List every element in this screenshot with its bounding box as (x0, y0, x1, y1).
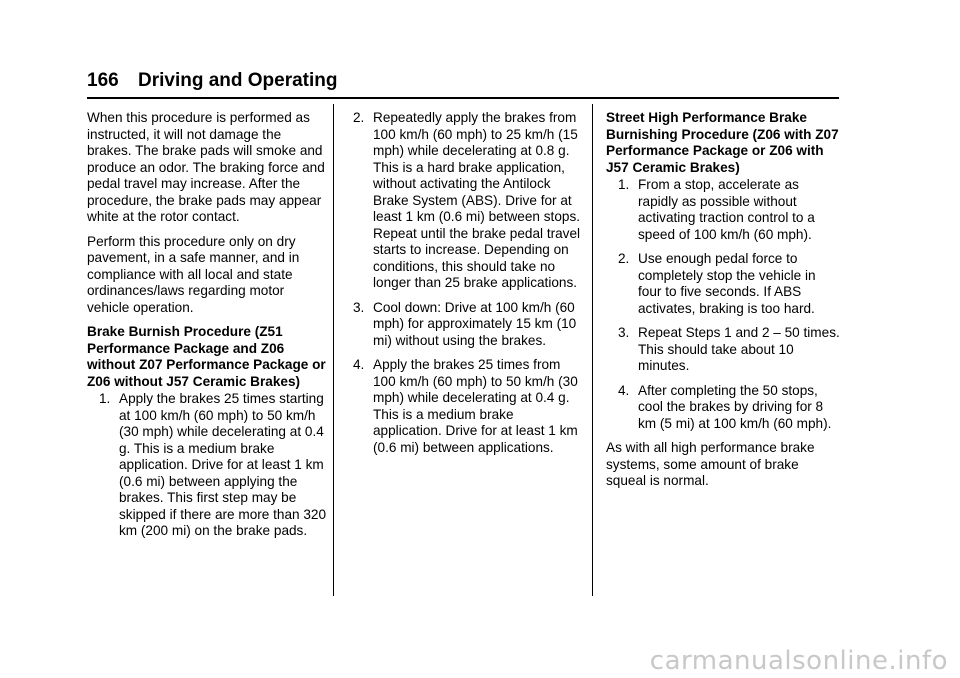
paragraph: When this procedure is performed as instructed, it will not damage the brakes. The brake pads will smoke and produce an odor. The braking force and pedal travel may increase. After the procedure, the brake pads may appear white at the rotor contact. (87, 110, 325, 224)
column-1 (87, 110, 327, 548)
page-header (87, 69, 338, 93)
step-list (87, 391, 327, 540)
step-text: After completing the 50 stops, cool the brakes by driving for 8 km (5 mi) at 100 km/h (60 mph). (638, 382, 832, 431)
list-item (353, 110, 585, 292)
step-text: Use enough pedal force to completely stop the vehicle in four to five seconds. If ABS activates, braking is too hard. (638, 251, 816, 316)
step-text: Repeat Steps 1 and 2 – 50 times. This should take about 10 minutes. (638, 325, 840, 373)
column-divider (333, 104, 334, 596)
column-divider (592, 104, 593, 596)
step-number: 4. (353, 357, 365, 372)
list-item (87, 391, 327, 540)
step-list (353, 110, 585, 456)
page-number: 166 (87, 70, 119, 91)
step-number: 4. (618, 382, 630, 398)
list-item (606, 251, 840, 317)
list-item (606, 383, 840, 433)
header-rule (87, 97, 839, 99)
list-item (353, 300, 585, 350)
list-item (606, 177, 840, 243)
step-number: 1. (618, 177, 630, 192)
list-item (606, 325, 840, 375)
paragraph: As with all high performance brake systems, some amount of brake squeal is normal. (606, 440, 815, 488)
step-text: Apply the brakes 25 times starting at 100 km/h (60 mph) to 50 km/h (30 mph) while decelerating at 0.4 g. This is a medium brake application. Drive for at least 1 km (0.6 mi) between applying the brakes. This first step may be skipped if there are more than 320 km (200 mi) on the brake pads. (119, 391, 327, 538)
step-number: 2. (353, 110, 365, 125)
step-text: Cool down: Drive at 100 km/h (60 mph) for approximately 15 km (10 mi) without using the brakes. (373, 299, 577, 348)
column-3 (606, 110, 840, 498)
paragraph: Perform this procedure only on dry pavement, in a safe manner, and in compliance with all local and state ordinances/laws regarding motor vehicle operation. (87, 233, 300, 315)
step-number: 2. (618, 251, 630, 266)
step-number: 3. (618, 325, 630, 340)
column-2 (353, 110, 585, 464)
step-number: 1. (99, 391, 111, 406)
section-heading: Brake Burnish Procedure (Z51 Performance Package and Z06 without Z07 Performance Package or Z06 without J57 Ceramic Brakes) (87, 324, 326, 389)
section-heading: Street High Performance Brake Burnishing Procedure (Z06 with Z07 Performance Package or Z06 with J57 Ceramic Brakes) (606, 110, 839, 175)
step-text: Apply the brakes 25 times from 100 km/h (60 mph) to 50 km/h (30 mph) while decelerating at 0.4 g. This is a medium brake application. Drive for at least 1 km (0.6 mi) between applications. (373, 357, 578, 455)
step-text: From a stop, accelerate as rapidly as possible without activating traction control to a speed of 100 km/h (60 mph). (638, 177, 815, 242)
step-text: Repeatedly apply the brakes from 100 km/h (60 mph) to 25 km/h (15 mph) while decelerating at 0.8 g. This is a hard brake application, without activating the Antilock Brake System (ABS). Drive for at least 1 km (0.6 mi) between stops. Repeat until the brake pedal travel starts to increase. Depending on conditions, this should take no longer than 25 brake applications. (373, 110, 581, 290)
section-title: Driving and Operating (137, 70, 338, 91)
list-item (353, 357, 585, 456)
step-number: 3. (353, 299, 365, 315)
watermark: carmanualsonline.info (649, 646, 948, 676)
step-list (606, 177, 840, 432)
